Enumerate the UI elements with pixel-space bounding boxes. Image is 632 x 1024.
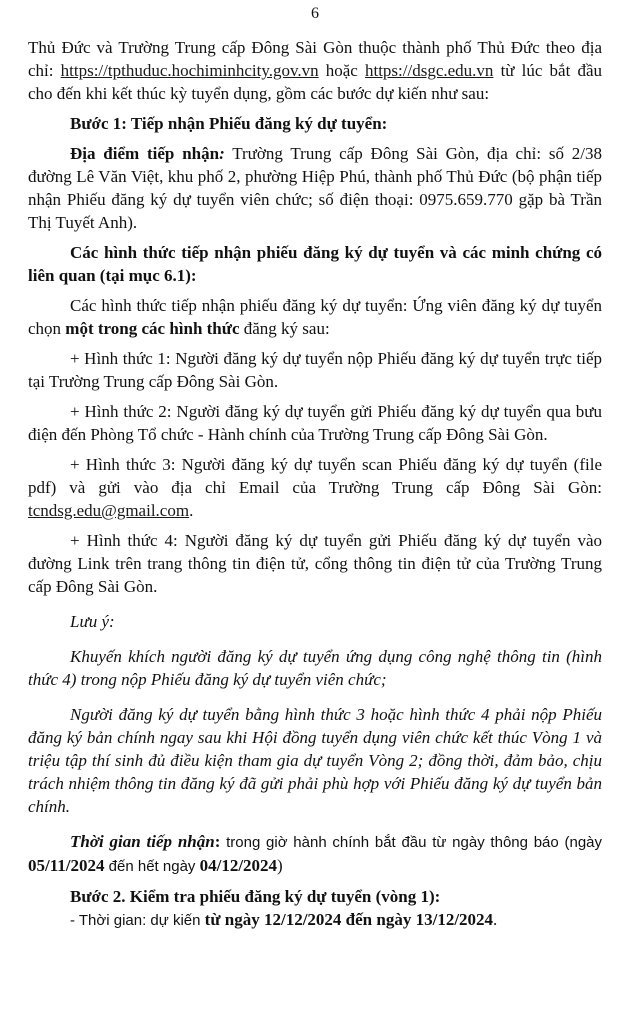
- receive-date-start: 05/11/2024: [28, 856, 105, 875]
- intro-paragraph: [28, 36, 602, 105]
- step2-date-range: từ ngày 12/12/2024 đến ngày 13/12/2024: [204, 910, 494, 929]
- step2-title: Bước 2. Kiểm tra phiếu đăng ký dự tuyển (vòng 1):: [70, 887, 441, 906]
- receive-time: Thời gian tiếp nhận: trong giờ hành chính bắt đầu từ ngày thông báo (ngày 05/11/2024 đến hết ngày 04/12/2024): [28, 832, 603, 875]
- form-3: + Hình thức 3: Người đăng ký dự tuyển scan Phiếu đăng ký dự tuyển (file pdf) và gửi vào địa chỉ Email của Trường Trung cấp Đông Sài Gòn: tcndsg.edu@gmail.com.: [28, 455, 602, 520]
- forms-intro: Các hình thức tiếp nhận phiếu đăng ký dự tuyển: Ứng viên đăng ký dự tuyển chọn một trong các hình thức đăng ký sau:: [28, 296, 602, 338]
- step1-title: Bước 1: Tiếp nhận Phiếu đăng ký dự tuyển:: [70, 114, 388, 133]
- note-label: Lưu ý:: [70, 612, 115, 631]
- dsgc-website-link[interactable]: https://dsgc.edu.vn: [364, 61, 494, 80]
- intro-text-2: hoặc: [318, 61, 365, 80]
- thuduc-website-link[interactable]: https://tpthuduc.hochiminhcity.gov.vn: [60, 61, 319, 80]
- form-1: + Hình thức 1: Người đăng ký dự tuyển nộp Phiếu đăng ký dự tuyển trực tiếp tại Trường Trung cấp Đông Sài Gòn.: [28, 349, 602, 391]
- note-2: Người đăng ký dự tuyển bằng hình thức 3 hoặc hình thức 4 phải nộp Phiếu đăng ký bản chính ngay sau khi Hội đồng tuyển dụng viên chức kết thúc Vòng 1 và triệu tập thí sinh đủ điều kiện tham gia dự tuyển Vòng 2; đồng thời, đảm bảo, chịu trách nhiệm thông tin đăng ký đã gửi phải phù hợp với Phiếu đăng ký dự tuyển bản chính.: [28, 705, 602, 816]
- forms-heading: Các hình thức tiếp nhận phiếu đăng ký dự tuyển và các minh chứng có liên quan (tại mục 6.1):: [28, 243, 602, 285]
- location-paragraph: Địa điểm tiếp nhận: Trường Trung cấp Đông Sài Gòn, địa chỉ: số 2/38 đường Lê Văn Việt, khu phố 2, phường Hiệp Phú, thành phố Thủ Đức (bộ phận tiếp nhận Phiếu đăng ký dự tuyển viên chức; số điện thoại: 0975.659.770 gặp bà Trần Thị Tuyết Anh).: [28, 144, 603, 232]
- form-2: + Hình thức 2: Người đăng ký dự tuyển gửi Phiếu đăng ký dự tuyển qua bưu điện đến Phòng Tổ chức - Hành chính của Trường Trung cấp Đông Sài Gòn.: [28, 402, 602, 444]
- intro-text-3: từ lúc bắt đầu cho đến khi kết thúc kỳ tuyển dụng, gồm các bước dự kiến như sau:: [28, 61, 602, 103]
- intro-text-1: Thủ Đức và Trường Trung cấp Đông Sài Gòn thuộc thành phố Thủ Đức theo địa chỉ:: [28, 38, 602, 80]
- receive-date-end: 04/12/2024: [199, 856, 278, 875]
- forms-intro-bold: một trong các hình thức: [65, 319, 240, 338]
- note-1: Khuyến khích người đăng ký dự tuyển ứng dụng công nghệ thông tin (hình thức 4) trong nộp Phiếu đăng ký dự tuyển viên chức;: [28, 647, 602, 689]
- email-link[interactable]: tcndsg.edu@gmail.com: [28, 501, 190, 520]
- form-4: + Hình thức 4: Người đăng ký dự tuyển gửi Phiếu đăng ký dự tuyển vào đường Link trên trang thông tin điện tử, cổng thông tin điện tử của Trường Trung cấp Đông Sài Gòn.: [28, 531, 602, 596]
- location-text: Trường Trung cấp Đông Sài Gòn, địa chỉ: số 2/38 đường Lê Văn Việt, khu phố 2, phường Hiệp Phú, thành phố Thủ Đức (bộ phận tiếp nhận Phiếu đăng ký dự tuyển viên chức; số điện thoại: 0975.659.770 gặp bà Trần Thị Tuyết Anh).: [28, 144, 603, 232]
- page-number: 6: [311, 5, 319, 22]
- step2-time: - Thời gian: dự kiến từ ngày 12/12/2024 đến ngày 13/12/2024.: [70, 910, 498, 929]
- receive-time-label: Thời gian tiếp nhận: [70, 832, 215, 851]
- location-label: Địa điểm tiếp nhận: [70, 144, 220, 163]
